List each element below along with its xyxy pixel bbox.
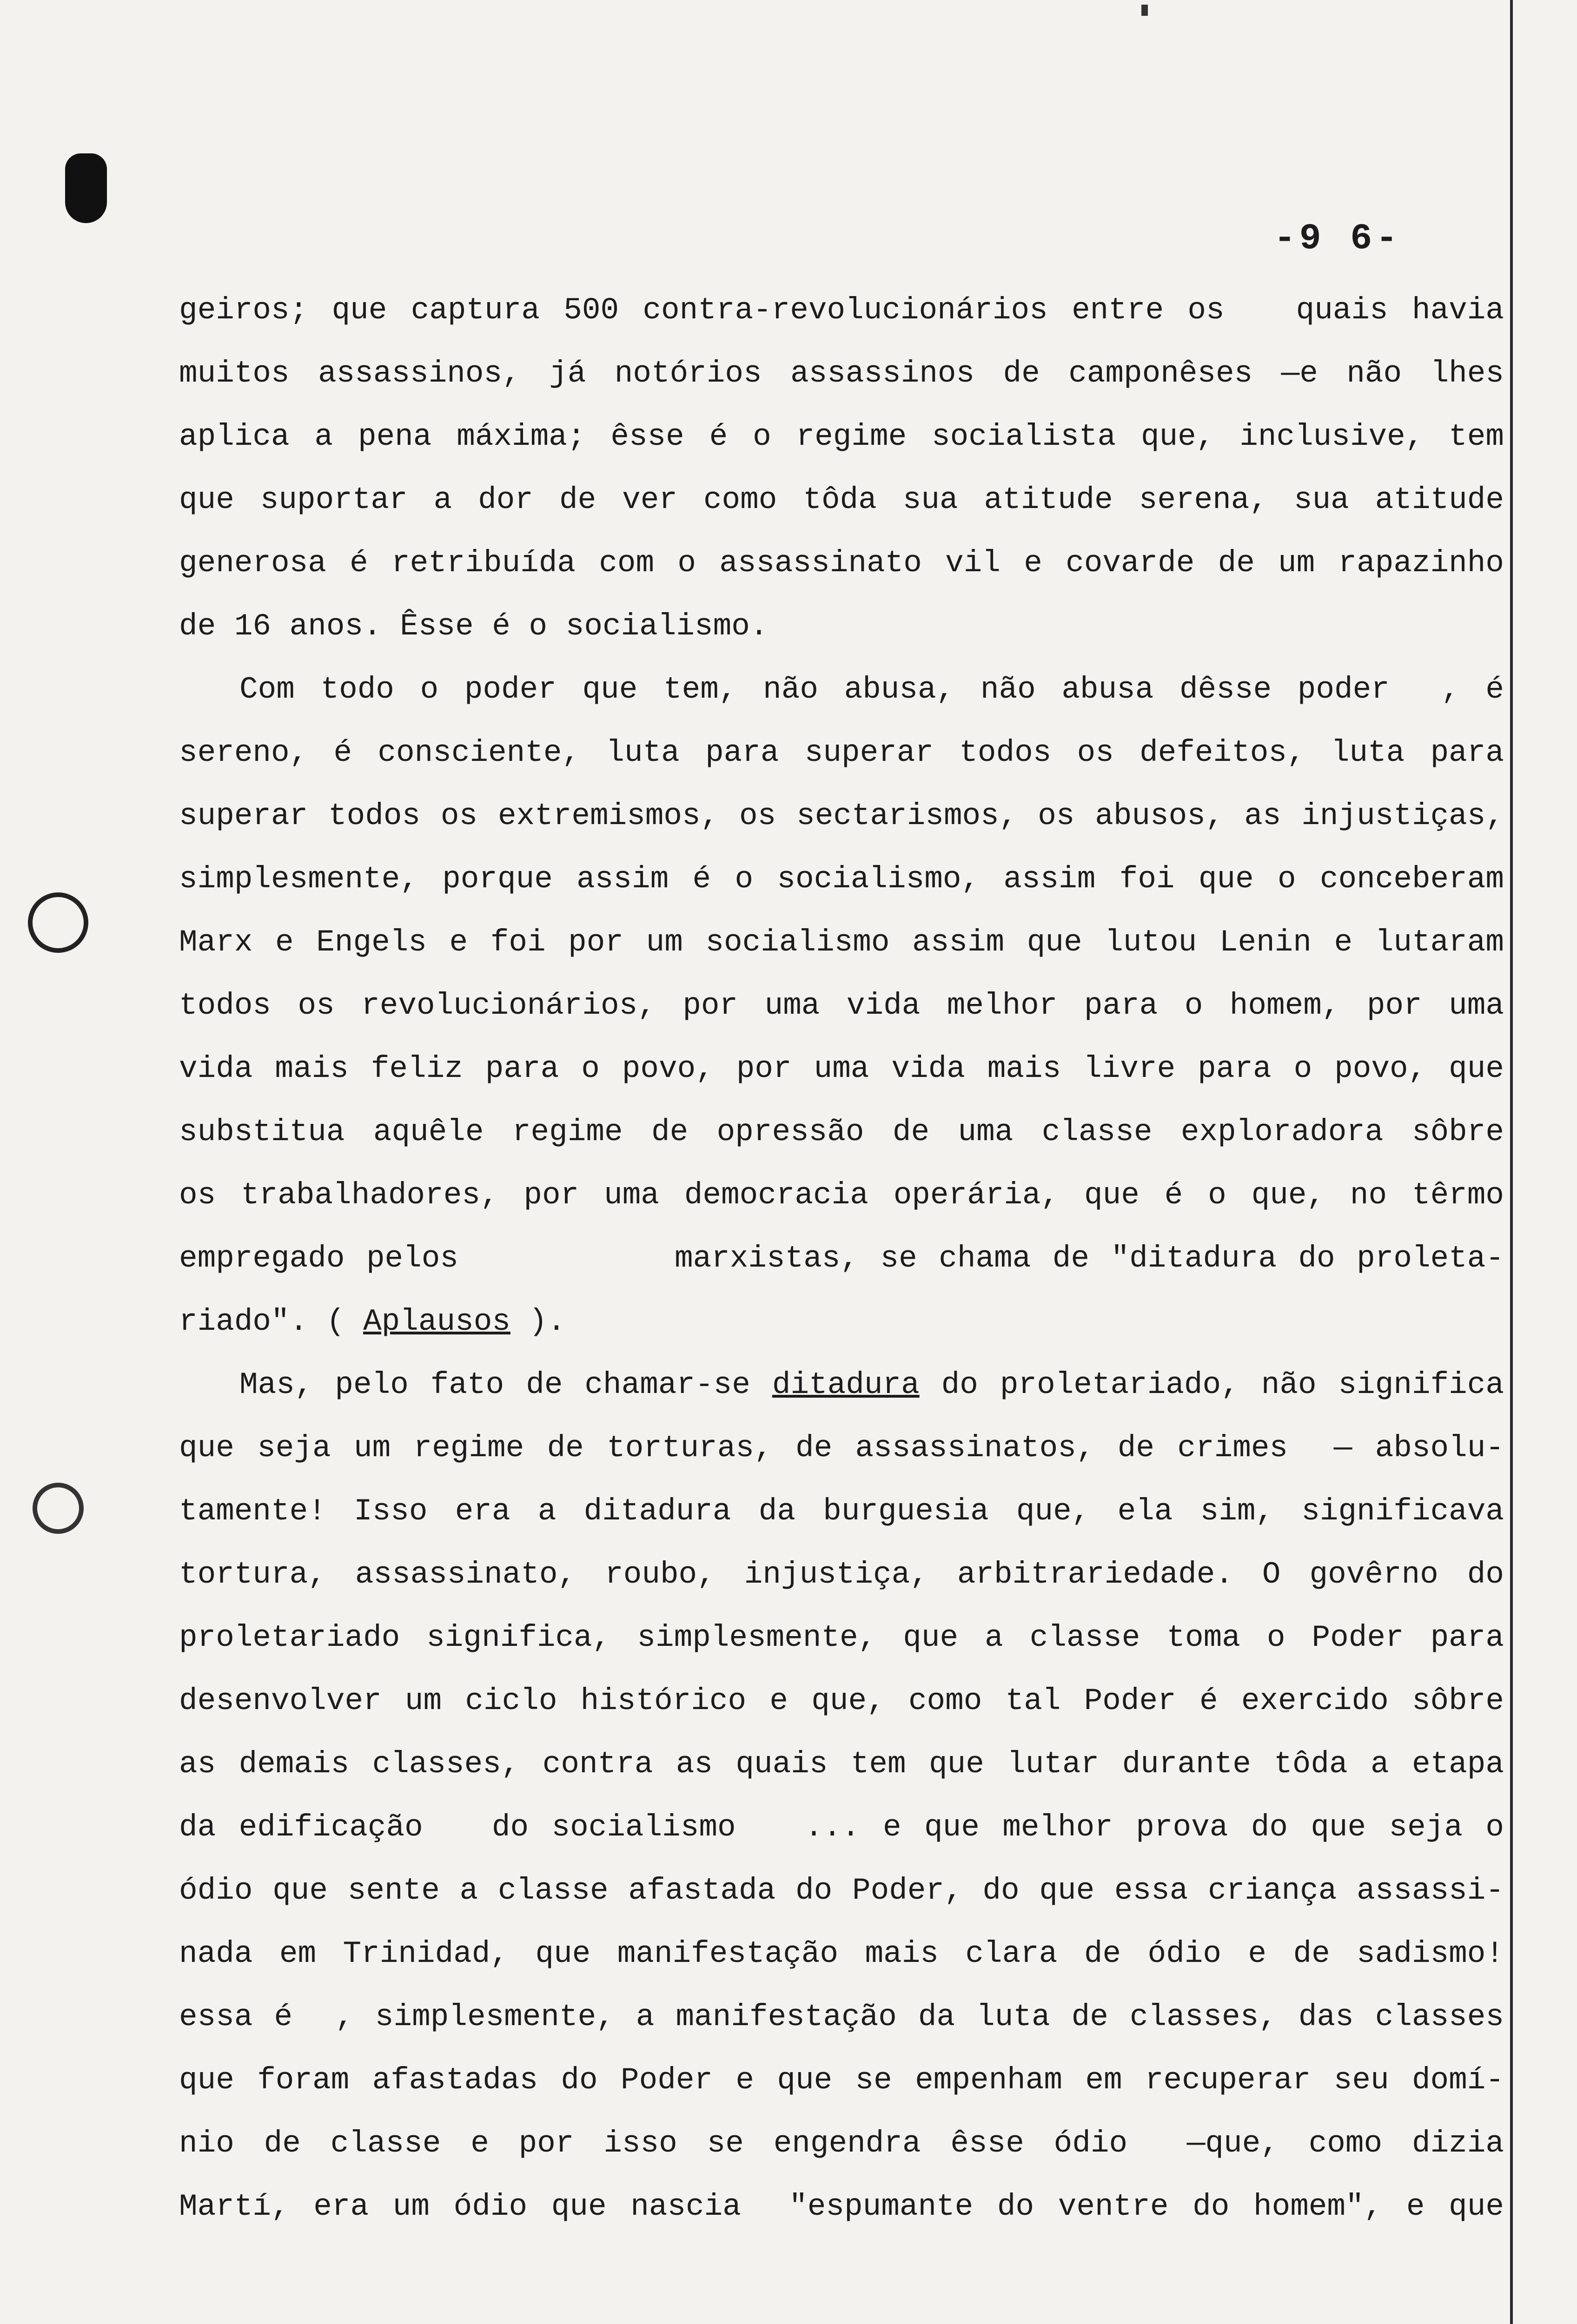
text-line-16: empregado pelos marxistas, se chama de "ditadura do proleta- — [179, 1241, 1504, 1276]
top-edge-mark — [1141, 5, 1148, 16]
text-line-24: as demais classes, contra as quais tem que lutar durante tôda a etapa — [179, 1747, 1504, 1782]
ink-blot-mark — [65, 153, 107, 223]
text-line-22: proletariado significa, simplesmente, que a classe toma o Poder para — [179, 1620, 1504, 1655]
text-line-10: simplesmente, porque assim é o socialismo, assim foi que o conceberam — [179, 862, 1504, 897]
text-line-17-start: riado". ( — [179, 1304, 364, 1339]
text-line-27: nada em Trinidad, que manifestação mais clara de ódio e de sadismo! — [179, 1936, 1504, 1971]
punch-hole-lower — [33, 1483, 84, 1534]
text-line-17-end: ). — [510, 1304, 566, 1339]
ditadura-underlined: ditadura — [772, 1367, 920, 1402]
text-line-20: tamente! Isso era a ditadura da burguesia que, ela sim, significava — [179, 1494, 1504, 1529]
text-line-4: que suportar a dor de ver como tôda sua atitude serena, sua atitude — [179, 482, 1504, 517]
text-line-14: substitua aquêle regime de opressão de uma classe exploradora sôbre — [179, 1115, 1504, 1149]
text-line-7: Com todo o poder que tem, não abusa, não abusa dêsse poder , é — [239, 672, 1504, 707]
text-line-19: que seja um regime de torturas, de assassinatos, de crimes — absolu- — [179, 1431, 1504, 1466]
text-line-17 — [179, 1290, 1504, 1353]
text-line-13: vida mais feliz para o povo, por uma vida mais livre para o povo, que — [179, 1051, 1504, 1086]
text-line-31: Martí, era um ódio que nascia "espumante do ventre do homem", e que — [179, 2189, 1504, 2224]
text-line-3: aplica a pena máxima; êsse é o regime socialista que, inclusive, tem — [179, 419, 1504, 454]
punch-hole-upper — [28, 892, 88, 953]
text-line-12: todos os revolucionários, por uma vida melhor para o homem, por uma — [179, 988, 1504, 1023]
text-line-9: superar todos os extremismos, os sectarismos, os abusos, as injustiças, — [179, 799, 1504, 833]
text-line-23: desenvolver um ciclo histórico e que, como tal Poder é exercido sôbre — [179, 1684, 1504, 1718]
text-line-18 — [179, 1353, 1504, 1417]
applause-note: Aplausos — [363, 1304, 510, 1339]
text-line-18-start: Mas, pelo fato de chamar-se — [239, 1367, 772, 1402]
text-line-5: generosa é retribuída com o assassinato vil e covarde de um rapazinho — [179, 546, 1504, 581]
text-line-25: da edificação do socialismo ... e que melhor prova do que seja o — [179, 1810, 1504, 1845]
text-line-21: tortura, assassinato, roubo, injustiça, arbitrariedade. O govêrno do — [179, 1557, 1504, 1592]
page-number: -9 6- — [1274, 218, 1402, 259]
text-line-26: ódio que sente a classe afastada do Poder, do que essa criança assassi- — [179, 1873, 1504, 1908]
body-text — [179, 279, 1504, 2238]
text-line-28: essa é , simplesmente, a manifestação da luta de classes, das classes — [179, 2000, 1504, 2034]
text-line-30: nio de classe e por isso se engendra êsse ódio —que, como dizia — [179, 2126, 1504, 2161]
text-line-8: sereno, é consciente, luta para superar todos os defeitos, luta para — [179, 735, 1504, 770]
text-line-6: de 16 anos. Êsse é o socialismo. — [179, 609, 769, 644]
text-line-2: muitos assassinos, já notórios assassinos de camponêses —e não lhes — [179, 356, 1504, 391]
text-line-29: que foram afastadas do Poder e que se empenham em recuperar seu domí- — [179, 2063, 1504, 2098]
text-line-11: Marx e Engels e foi por um socialismo assim que lutou Lenin e lutaram — [179, 925, 1504, 960]
text-line-18-end: do proletariado, não significa — [919, 1367, 1504, 1402]
text-line-15: os trabalhadores, por uma democracia operária, que é o que, no têrmo — [179, 1178, 1504, 1213]
margin-rule-vertical — [1510, 0, 1513, 2324]
text-line-1: geiros; que captura 500 contra-revolucionários entre os quais havia — [179, 293, 1504, 328]
